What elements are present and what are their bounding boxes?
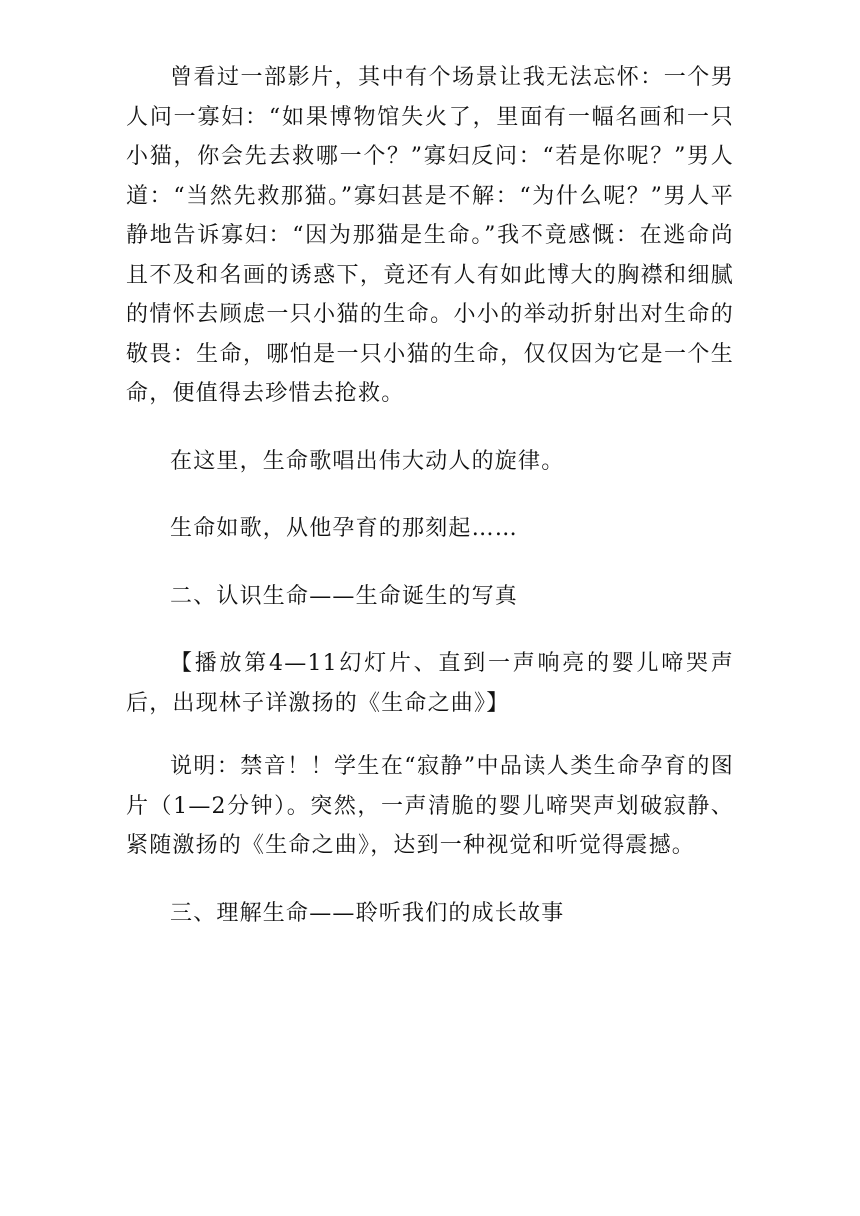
paragraph-explanation: 说明：禁音！！学生在“寂静”中品读人类生命孕育的图片（1—2分钟）。突然，一声清脆的婴儿啼哭声划破寂静、紧随激扬的《生命之曲》，达到一种视觉和听觉得震撼。 <box>126 754 734 858</box>
section-heading-3: 三、理解生命——聆听我们的成长故事 <box>170 900 565 926</box>
section-heading-2: 二、认识生命——生命诞生的写真 <box>170 583 519 609</box>
paragraph-life-melody: 在这里，生命歌唱出伟大动人的旋律。 <box>170 448 565 474</box>
document-body <box>126 58 734 933</box>
paragraph-film-story: 曾看过一部影片，其中有个场景让我无法忘怀：一个男人问一寡妇：“如果博物馆失火了，里面有一幅名画和一只小猫，你会先去救哪一个？”寡妇反问：“若是你呢？”男人道：“当然先救那猫。”寡妇甚是不解：“为什么呢？”男人平静地告诉寡妇：“因为那猫是生命。”我不竟感慨：在逃命尚且不及和名画的诱惑下，竟还有人有如此博大的胸襟和细腻的情怀去顾虑一只小猫的生命。小小的举动折射出对生命的敬畏：生命，哪怕是一只小猫的生命，仅仅因为它是一个生命，便值得去珍惜去抢救。 <box>126 65 734 406</box>
paragraph-life-song: 生命如歌，从他孕育的那刻起…… <box>170 516 519 541</box>
paragraph-slide-instruction: 【播放第4—11幻灯片、直到一声响亮的婴儿啼哭声后，出现林子详激扬的《生命之曲》】 <box>126 651 734 716</box>
